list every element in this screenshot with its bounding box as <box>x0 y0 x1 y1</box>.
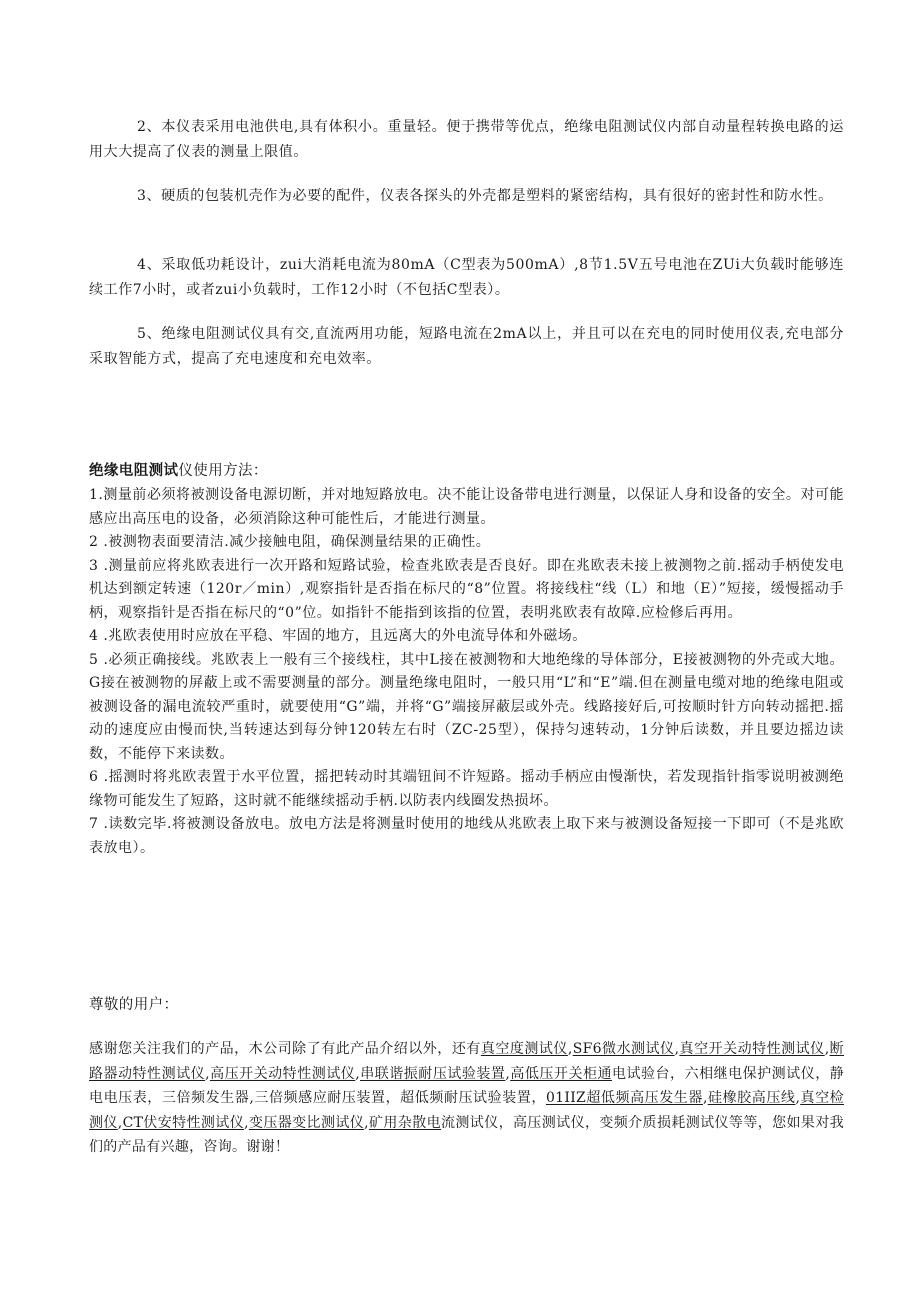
usage-steps <box>89 484 844 860</box>
product-link-ct-volt-ampere-tester[interactable]: CT伏安特性测试仪 <box>122 1114 245 1131</box>
closing-text: , <box>795 1090 801 1106</box>
feature-paragraph-5: 5、绝缘电阻测试仪具有交,直流两用功能，短路电流在2mA以上，并且可以在充电的同时使用仪表,充电部分采取智能方式，提高了充电速度和充电效率。 <box>89 326 844 367</box>
greeting: 尊敬的用户： <box>89 997 179 1013</box>
closing-text: , <box>205 1065 210 1082</box>
feature-paragraph-2: 2、本仪表采用电池供电,具有体积小。重量轻。便于携带等优点，绝缘电阻测试仪内部自动量程转换电路的运用大大提高了仪表的测量上限值。 <box>89 119 844 160</box>
usage-heading-rest: 仪使用方法： <box>178 463 268 479</box>
closing-text: , <box>702 1090 708 1106</box>
product-link-vlf-hv-generator[interactable]: 01IIZ超低频高压发生器 <box>545 1090 703 1106</box>
product-link-vacuum-degree-tester[interactable]: 真空度测试仪 <box>480 1041 568 1057</box>
feature-paragraph-4: 4、采取低功耗设计，zui大消耗电流为80mA（C型表为500mA）,8节1.5V五号电池在ZUi大负载时能够连续工作7小时，或者zui小负载时，工作12小时（不包括C型表）。 <box>89 257 844 298</box>
closing-text: 电试验台，六相继电保护测试仪，静电电压表，三倍频发生器,三倍频感应耐压装置，超低频耐压试验装置， <box>89 1065 845 1106</box>
closing-text: , <box>567 1041 573 1057</box>
closing-text: 感谢您关注我们的产品，木公司除了有此产品介绍以外，还有 <box>89 1041 481 1057</box>
closing-text: , <box>364 1114 369 1131</box>
product-link-mine-stray-current[interactable]: 矿用杂散电 <box>368 1114 441 1131</box>
closing-text: , <box>674 1041 680 1057</box>
product-link-sf6-moisture-tester[interactable]: SF6微水测试仪 <box>572 1041 675 1057</box>
product-link-breaker-tester[interactable]: 断路器动特性测试仪 <box>89 1041 844 1082</box>
usage-step-5: 5 .必须正确接线。兆欧表上一般有三个接线柱，其中L接在被测物和大地绝缘的导体部分，E接被测物的外壳或大地。G接在被测物的屏蔽上或不需要测量的部分。测量绝缘电阻时，一般只用“L”和“E”端.但在测量电缆对地的绝缘电阻或被测设备的漏电流较严重时，就要使用“G”端，并将“G”端接屏蔽层或外壳。线路接好后,可按顺时针方向转动摇把.摇动的速度应由慢而快,当转速达到每分钟120转左右时（ZC-25型），保持匀速转动，1分钟后读数，并且要边摇边读数，不能停下来读数。 <box>89 651 844 762</box>
product-link-series-resonance-device[interactable]: 串联谐振耐压试验装置 <box>360 1065 506 1082</box>
closing-text: 流测试仪，高压测试仪，变频介质损耗测试仪等等，您如果对我们的产品有兴趣，咨询。谢谢！ <box>89 1114 845 1155</box>
product-link-vacuum-detector[interactable]: 真空检测仪 <box>89 1090 844 1131</box>
closing-paragraph <box>89 1037 844 1160</box>
feature-paragraph-3: 3、硬质的包装机壳作为必要的配件，仪表各探头的外壳都是塑料的紧密结构，具有很好的密封性和防水性。 <box>137 188 833 204</box>
product-link-hv-switch-tester[interactable]: 高压开关动特性测试仪 <box>209 1065 356 1082</box>
product-link-silicone-hv-cable[interactable]: 硅橡胶高压线 <box>707 1090 796 1106</box>
usage-step-2: 2 .被测物表面要清洁.减少接触电阻，确保测量结果的正确性。 <box>89 534 491 550</box>
usage-step-4: 4 .兆欧表使用时应放在平稳、牢固的地方，且远离大的外电流导体和外磁场。 <box>89 628 587 644</box>
product-link-transformer-ratio-tester[interactable]: 变压器变比测试仪 <box>248 1114 365 1131</box>
usage-heading-bold: 绝缘电阻测试 <box>89 463 179 479</box>
usage-step-1: 1.测量前必须将被测设备电源切断，并对地短路放电。决不能让设备带电进行测量，以保证人身和设备的安全。对可能感应出高压电的设备，必须消除这种可能性后，才能进行测量。 <box>89 487 844 527</box>
closing-text: , <box>355 1065 361 1082</box>
usage-step-6: 6 .摇测时将兆欧表置于水平位置，摇把转动时其端钮间不许短路。摇动手柄应由慢渐快，若发现指针指零说明被测绝缘物可能发生了短路，这时就不能继续摇动手柄.以防表内线圈发热损坏。 <box>89 769 844 809</box>
closing-text: , <box>117 1114 123 1131</box>
closing-text: , <box>824 1041 830 1057</box>
usage-step-7: 7 .读数完毕.将被测设备放电。放电方法是将测量时使用的地线从兆欧表上取下来与被测设备短接一下即可（不是兆欧表放电）。 <box>89 816 844 856</box>
product-link-vacuum-switch-tester[interactable]: 真空开关动特性测试仪 <box>679 1041 825 1057</box>
closing-text: , <box>244 1114 249 1131</box>
closing-text: , <box>505 1065 511 1082</box>
usage-step-3: 3 .测量前应将兆欧表进行一次开路和短路试验，检查兆欧表是否良好。即在兆欧表未接上被测物之前.摇动手柄使发电机达到额定转速（120r／min）,观察指针是否指在标尺的“8”位置。将接线柱“线（L）和地（E）”短接，缓慢摇动手柄，观察指针是否指在标尺的“0”位。如指针不能指到该指的位置，表明兆欧表有故障.应检修后再用。 <box>89 557 844 621</box>
product-link-switchgear-test[interactable]: 高低压开关柜通 <box>510 1065 612 1082</box>
usage-heading <box>89 459 844 483</box>
